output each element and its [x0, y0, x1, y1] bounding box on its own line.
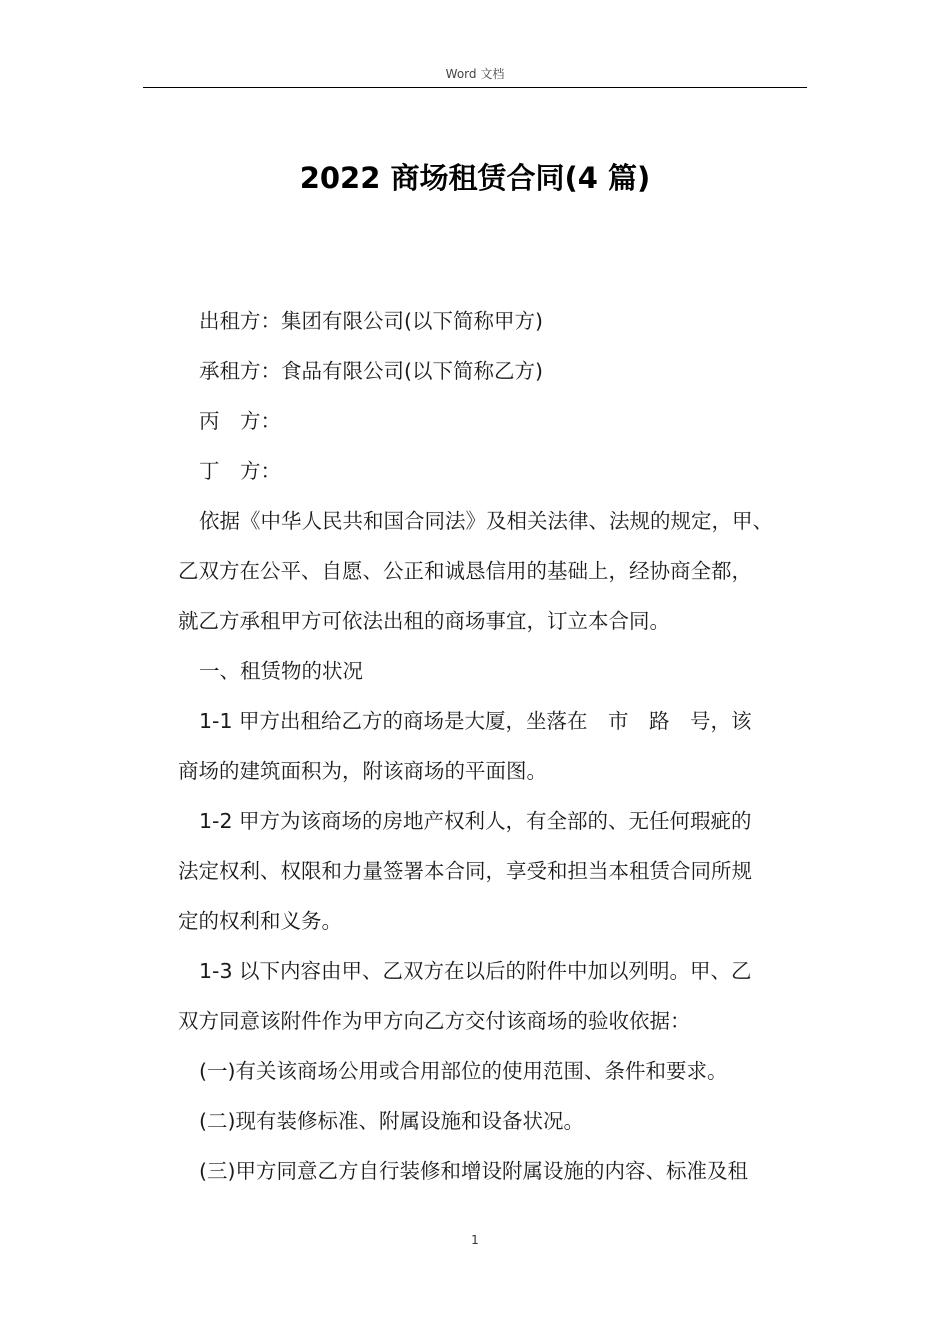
clause-1-2-line-1: 1-2 甲方为该商场的房地产权利人，有全部的、无任何瑕疵的	[199, 809, 752, 833]
page-number: 1	[471, 1233, 479, 1247]
document-title: 2022 商场租赁合同(4 篇)	[299, 161, 651, 195]
clause-1-1-line-1: 1-1 甲方出租给乙方的商场是大厦，坐落在 市 路 号，该	[199, 709, 752, 733]
clause-1-2-line-3: 定的权利和义务。	[178, 909, 342, 933]
list-item-2: (二)现有装修标准、附属设施和设备状况。	[199, 1109, 584, 1133]
paragraph-preamble-line-3: 就乙方承租甲方可依法出租的商场事宜，订立本合同。	[178, 609, 670, 633]
paragraph-preamble-line-2: 乙双方在公平、自愿、公正和诚恳信用的基础上，经协商全都，	[178, 559, 752, 583]
paragraph-preamble-line-1: 依据《中华人民共和国合同法》及相关法律、法规的规定，甲、	[199, 509, 773, 533]
paragraph-lessee: 承租方：食品有限公司(以下简称乙方)	[199, 359, 543, 383]
header-rule	[143, 87, 807, 88]
clause-1-3-line-2: 双方同意该附件作为甲方向乙方交付该商场的验收依据：	[178, 1009, 691, 1033]
document-body	[178, 296, 818, 1196]
paragraph-lessor: 出租方：集团有限公司(以下简称甲方)	[199, 309, 543, 333]
section-heading-1: 一、租赁物的状况	[199, 659, 363, 683]
clause-1-2-line-2: 法定权利、权限和力量签署本合同，享受和担当本租赁合同所规	[178, 859, 752, 883]
clause-1-3-line-1: 1-3 以下内容由甲、乙双方在以后的附件中加以列明。甲、乙	[199, 959, 752, 983]
list-item-1: (一)有关该商场公用或合用部位的使用范围、条件和要求。	[199, 1059, 728, 1083]
clause-1-1-line-2: 商场的建筑面积为，附该商场的平面图。	[178, 759, 547, 783]
paragraph-party-d: 丁 方：	[199, 459, 281, 483]
paragraph-party-c: 丙 方：	[199, 409, 281, 433]
list-item-3: (三)甲方同意乙方自行装修和增设附属设施的内容、标准及租	[199, 1159, 748, 1183]
page-header: Word 文档	[445, 67, 505, 81]
